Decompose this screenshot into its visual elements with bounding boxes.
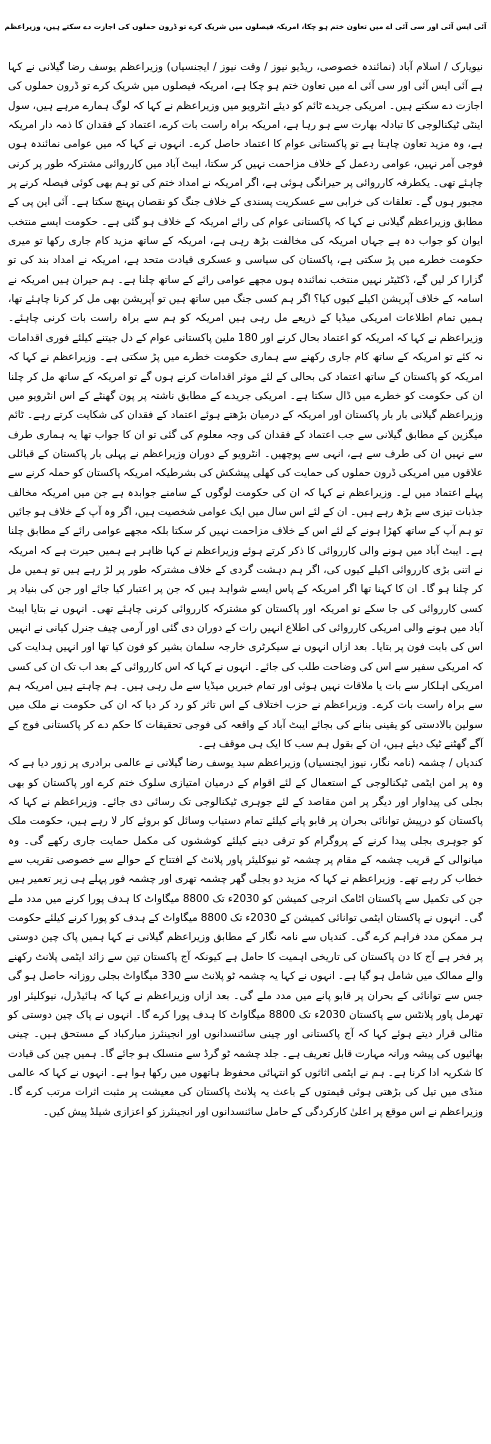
- headline: آئی ایس آئی اور سی آئی اے میں تعاون ختم ہو چکا، امریکہ فیصلوں میں شریک کرے تو ڈرون حملوں کی اجازت دے سکتے ہیں، وزیراعظم: [4, 22, 487, 31]
- paragraph-1: نیویارک / اسلام آباد (نمائندہ خصوصی، ریڈیو نیوز / وقت نیوز / ایجنسیاں) وزیراعظم یوسف رضا گیلانی نے کہا ہے آئی ایس آئی اور سی آئی اے میں تعاون ختم ہو چکا ہے، امریکہ فیصلوں میں شریک کرے تو ڈرون حملوں کی اجازت دے سکتے ہیں۔ امریکی جریدے ٹائم کو دیئے انٹرویو میں وزیراعظم نے کہا کہ لوگ ہمارے مرہے ہیں، سول اینٹی ٹیکنالوجی کا تبادلہ بھارت سے ہو رہا ہے، امریکہ براہ راست بات کرے، اعتماد کے فقدان کا ذمہ دار امریکہ ہے، وہ مزید تعاون چاہتا ہے تو پاکستانی عوام کا اعتماد حاصل کرے۔ انہوں نے کہا کہ میں عوامی نمائندہ ہوں فوجی آمر نہیں، عوامی ردعمل کے خلاف مزاحمت نہیں کر سکتا، ایبٹ آباد میں کارروائی مشترکہ طور پر کرنی چاہئے تھی۔ یکطرفہ کارروائی پر حیرانگی ہوئی ہے، اگر امریکہ نے امداد ختم کی تو ہم بھی کوئی فیصلہ کرنے پر مجبور ہوں گے۔ تعلقات کی خرابی سے عسکریت پسندی کے خلاف جنگ کو نقصان پہنچ سکتا ہے۔ آئی این پی کے مطابق وزیراعظم گیلانی نے کہا کہ پاکستانی عوام کی رائے امریکہ کے خلاف ہو گئی ہے۔ حکومت ایسے منتخب ایوان کو جواب دہ ہے جہاں امریکہ کی مخالفت بڑھ رہی ہے، امریکہ کے ساتھ مزید کام جاری رکھا تو میری حکومت خطرے میں پڑ سکتی ہے، پاکستان کی سیاسی و عسکری قیادت متحد ہے، امریکہ نے امداد بند کی تو گزارا کر لیں گے، ڈکٹیٹر نہیں منتخب نمائندہ ہوں مجھے عوامی رائے کے ساتھ چلنا ہے۔ ہم حیران ہیں امریکہ نے اسامہ کے خلاف آپریشن اکیلے کیوں کیا؟ اگر ہم کسی جنگ میں ساتھ ہیں تو آپریشن بھی مل کر کرنا چاہئے تھا، ہمیں تمام اطلاعات امریکی میڈیا کے ذریعے مل رہی ہیں امریکہ کو ہم سے براہ راست بات کرنی چاہئے۔ وزیراعظم نے کہا کہ امریکہ کو اعتماد بحال کرنے اور 180 ملین پاکستانی عوام کے دل جیتنے کیلئے فوری اقدامات نہ کئے تو امریکہ کے ساتھ کام جاری رکھنے سے ہماری حکومت خطرے میں پڑ سکتی ہے۔ وزیراعظم نے کہا کہ امریکہ کو پاکستان کے ساتھ اعتماد کی بحالی کے لئے موثر اقدامات کرنے ہوں گے تو امریکہ کے ساتھ مل کر چلنا ان کی حکومت کو خطرے میں ڈال سکتا ہے۔ امریکی جریدے کے مطابق ناشتہ پر پون گھنٹے کے اس انٹرویو میں وزیراعظم گیلانی بار بار پاکستان اور امریکہ کے درمیان بڑھتے ہوئے اعتماد کے فقدان کی شکایت کرتے رہے۔ ٹائم میگزین کے مطابق گیلانی سے جب اعتماد کے فقدان کی وجہ معلوم کی گئی تو ان کا جواب تھا یہ ہماری طرف سے نہیں ان کی طرف سے ہے، انہی سے پوچھیں۔ انٹرویو کے دوران وزیراعظم نے پہلی بار پاکستان کے قبائلی علاقوں میں امریکی ڈرون حملوں کی حمایت کی کھلی پیشکش کی بشرطیکہ امریکہ پاکستان کو حملہ کرنے سے پہلے اعتماد میں لے۔ وزیراعظم نے کہا کہ ان کی حکومت لوگوں کے سامنے جوابدہ ہے جن میں امریکہ مخالف جذبات تیزی سے بڑھ رہے ہیں۔ ان کے لئے اس سال میں ایک عوامی شخصیت ہیں، اگر وہ آپ کے خلاف ہو جائیں تو ہم آپ کے ساتھ کھڑا ہونے کے لئے اس کے خلاف مزاحمت نہیں کر سکتا بلکہ مجھے عوامی رائے کے مطابق چلنا ہے۔ ایبٹ آباد میں ہونے والی کارروائی کا ذکر کرتے ہوئے وزیراعظم نے کہا ظاہر ہے ہمیں حیرت ہے کہ امریکہ نے اتنی بڑی کارروائی اکیلے کیوں کی، اگر ہم دہشت گردی کے خلاف مشترکہ طور پر لڑ رہے ہیں تو ہمیں مل کر چلنا ہو گا۔ ان کا کہنا تھا اگر امریکہ کے پاس ایسے شواہد ہیں کہ جن پر اعتبار کیا جائے اور جن کی بنیاد پر کسی کارروائی کی جا سکے تو امریکہ اور پاکستان کو مشترکہ کارروائی کرنی چاہئے تھی۔ انہوں نے بتایا ایبٹ آباد میں ہونے والی امریکی کارروائی کی اطلاع انہیں رات کے دوران دی گئی اور آرمی چیف جنرل کیانی نے انہیں اس کی بابت فون پر بتایا۔ بعد ازاں انہوں نے سیکرٹری خارجہ سلمان بشیر کو فون کیا تھا اور انہیں ہدایت کی کہ امریکی سفیر سے اس کی وضاحت طلب کی جائے۔ انہوں نے کہا کہ اس کارروائی کے بعد اب تک ان کی کسی امریکی اہلکار سے بات یا ملاقات نہیں ہوئی اور تمام خبریں میڈیا سے مل رہی ہیں۔ ہم چاہتے ہیں امریکہ ہم سے براہ راست بات کرے۔ وزیراعظم نے حزب اختلاف کے اس تاثر کو رد کر دیا کہ ان کی حکومت نے ملک میں سولین بالادستی کو یقینی بنانے کی بجائے ایبٹ آباد کے واقعہ کی فوجی تحقیقات کا حکم دے کر پاکستانی فوج کے آگے گھٹنے ٹیک دیئے ہیں، ان کے بقول ہم سب کا ایک ہی موقف ہے۔: [8, 61, 483, 751]
- paragraph-2: کندیاں / چشمہ (نامہ نگار، نیوز ایجنسیاں) وزیراعظم سید یوسف رضا گیلانی نے عالمی برادری پر زور دیا ہے کہ وہ پر امن ایٹمی ٹیکنالوجی کے استعمال کے لئے اقوام کے درمیان امتیازی سلوک ختم کرے اور پاکستان کو بھی بجلی کی پیداوار اور دیگر پر امن مقاصد کے لئے جوہری ٹیکنالوجی تک رسائی دی جائے۔ وزیراعظم نے کہا کہ پاکستان کو درپیش توانائی بحران پر قابو پانے کیلئے تمام دستیاب وسائل کو بروئے کار لا رہے ہیں، حکومت ملک کو جوہری بجلی پیدا کرنے کے پروگرام کو ترقی دینے کیلئے کوششوں کی مکمل حمایت جاری رکھے گی۔ وہ میانوالی کے قریب چشمہ کے مقام پر چشمہ ٹو نیوکلیئر پاور پلانٹ کے افتتاح کے حوالے سے خصوصی تقریب سے خطاب کر رہے تھے۔ وزیراعظم نے کہا کہ مزید دو بجلی گھر چشمہ تھری اور چشمہ فور پہلے ہی زیر تعمیر ہیں جن کی تکمیل سے پاکستان اٹامک انرجی کمیشن کو 2030ء تک 8800 میگاواٹ کا ہدف پورا کرنے میں مدد ملے گی۔ انہوں نے پاکستان ایٹمی توانائی کمیشن کے 2030ء تک 8800 میگاواٹ کے ہدف کو پورا کرنے کیلئے حکومت ہر ممکن مدد فراہم کرے گی۔ کندیاں سے نامہ نگار کے مطابق وزیراعظم گیلانی نے کہا ہمیں پاک چین دوستی پر فخر ہے آج کا دن پاکستان کی تاریخی اہمیت کا حامل ہے کیونکہ آج پاکستان تین سے زائد ایٹمی پلانٹ رکھنے والے ممالک میں شامل ہو گیا ہے۔ انہوں نے کہا یہ چشمہ ٹو پلانٹ سے 330 میگاواٹ بجلی روزانہ حاصل ہو گی جس سے توانائی کے بحران پر قابو پانے میں مدد ملے گی۔ بعد ازاں وزیراعظم نے کہا کہ ہائیڈرل، نیوکلیئر اور تھرمل پاور پلانٹس سے پاکستان 2030ء تک 8800 میگاواٹ کا ہدف پورا کرے گا۔ انہوں نے پاک چین دوستی کو مثالی قرار دیتے ہوئے کہا کہ آج پاکستانی اور چینی سائنسدانوں اور انجینئرز مبارکباد کے مستحق ہیں۔ چینی بھائیوں کی پیشہ ورانہ مہارت قابل تعریف ہے۔ جلد چشمہ ٹو گرڈ سے منسلک ہو جائے گا۔ ہمیں چین کی قیادت کا شکریہ ادا کرنا ہے۔ ہم نے ایٹمی اثاثوں کو انتہائی محفوظ ہاتھوں میں رکھا ہوا ہے۔ انہوں نے کہا کہ عالمی منڈی میں تیل کی بڑھتی ہوئی قیمتوں کے باعث یہ پلانٹ پاکستان کی معیشت پر مثبت اثرات مرتب کرے گا۔ وزیراعظم نے اس موقع پر اعلیٰ کارکردگی کے حامل سائنسدانوں اور انجینئرز کو اعزازی شیلڈ پیش کیں۔: [8, 757, 484, 1118]
- article-body: [8, 58, 483, 1122]
